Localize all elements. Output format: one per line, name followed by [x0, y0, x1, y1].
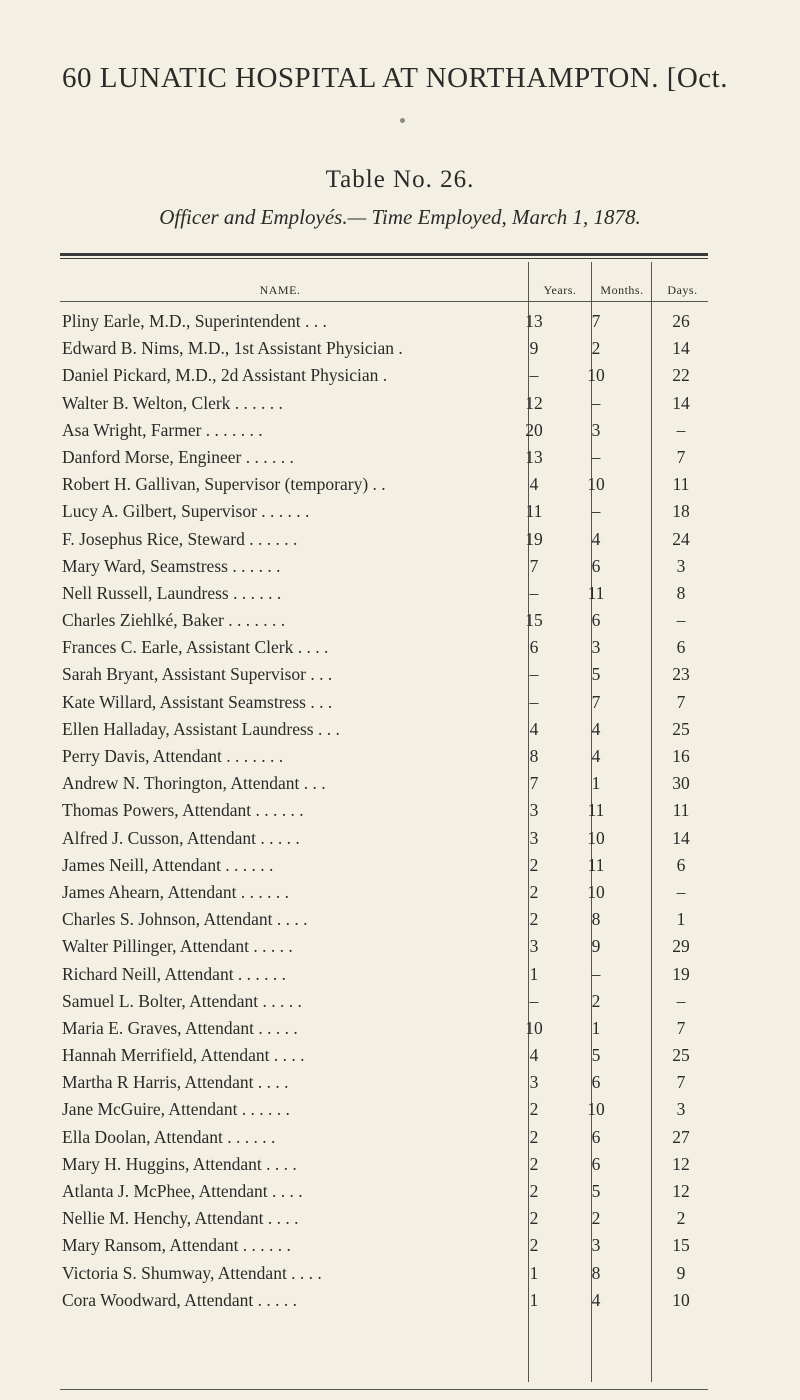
days-cell: 19: [672, 963, 690, 984]
months-cell: –: [591, 501, 601, 522]
employee-name: Thomas Powers, Attendant . . . . . .: [62, 800, 304, 821]
employee-name: Walter B. Welton, Clerk . . . . . .: [62, 392, 283, 413]
years-cell: 3: [529, 827, 539, 848]
months-cell: 7: [591, 311, 601, 331]
months-cell: 11: [587, 800, 605, 821]
months-cell: 4: [591, 746, 601, 766]
years-cell: 11: [525, 501, 543, 522]
employee-name: Daniel Pickard, M.D., 2d Assistant Physician .: [62, 365, 388, 386]
table-row: [0, 878, 800, 905]
table-row: [0, 606, 800, 633]
column-header-days: Days.: [667, 283, 698, 297]
employee-name: Mary Ransom, Attendant . . . . . .: [62, 1235, 291, 1256]
top-rule-thin: [60, 258, 708, 259]
years-cell: 7: [529, 773, 539, 794]
months-cell: 10: [587, 881, 605, 902]
employee-name: Jane McGuire, Attendant . . . . . .: [62, 1099, 290, 1120]
employee-name: Edward B. Nims, M.D., 1st Assistant Physician .: [62, 338, 403, 359]
months-cell: 4: [591, 718, 601, 739]
years-cell: 20: [525, 419, 543, 440]
months-cell: –: [591, 392, 601, 413]
years-cell: 10: [525, 1017, 543, 1038]
employee-name: Martha R Harris, Attendant . . . .: [62, 1072, 289, 1093]
days-cell: 23: [672, 664, 690, 685]
employee-name: Nellie M. Henchy, Attendant . . . .: [62, 1208, 299, 1229]
table-row: [0, 1014, 800, 1041]
column-header-name: NAME.: [259, 283, 301, 297]
months-cell: 10: [587, 365, 605, 386]
years-cell: 7: [529, 555, 539, 576]
employee-name: Ellen Halladay, Assistant Laundress . . .: [62, 718, 340, 739]
table-row: [0, 361, 800, 388]
years-cell: 2: [529, 1208, 539, 1229]
table-row: [0, 1123, 800, 1150]
months-cell: 6: [591, 1072, 601, 1093]
years-cell: 13: [525, 311, 543, 331]
table-row: [0, 389, 800, 416]
months-cell: 2: [591, 1208, 601, 1229]
table-row: [0, 715, 800, 742]
years-cell: 2: [529, 909, 539, 930]
employee-name: James Neill, Attendant . . . . . .: [62, 854, 274, 875]
months-cell: –: [591, 963, 601, 984]
months-cell: 3: [591, 419, 601, 440]
days-cell: 14: [672, 338, 690, 359]
months-cell: 11: [587, 582, 605, 603]
years-cell: 12: [525, 392, 543, 413]
months-cell: 6: [591, 1126, 601, 1147]
days-cell: 14: [672, 827, 690, 848]
table-title: Table No. 26.: [325, 166, 475, 193]
days-cell: 30: [672, 773, 690, 794]
table-row: [0, 1150, 800, 1177]
column-header-years: Years.: [543, 283, 577, 297]
employee-name: Walter Pillinger, Attendant . . . . .: [62, 936, 293, 957]
days-cell: 26: [672, 311, 690, 331]
table-row: [0, 470, 800, 497]
table-row: [0, 824, 800, 851]
employee-name: Hannah Merrifield, Attendant . . . .: [62, 1045, 305, 1066]
years-cell: 1: [529, 1289, 539, 1310]
years-cell: 1: [529, 963, 539, 984]
days-cell: 7: [676, 691, 686, 712]
months-cell: 8: [591, 909, 601, 930]
years-cell: 4: [529, 474, 539, 495]
page-header: 60 LUNATIC HOSPITAL AT NORTHAMPTON. [Oct.: [62, 62, 728, 94]
table-row: [0, 932, 800, 959]
employee-name: Richard Neill, Attendant . . . . . .: [62, 963, 287, 984]
table-row: [0, 769, 800, 796]
months-cell: 2: [591, 338, 601, 359]
employee-name: F. Josephus Rice, Steward . . . . . .: [62, 528, 298, 549]
days-cell: 15: [672, 1235, 690, 1256]
table-row: [0, 1068, 800, 1095]
days-cell: 3: [676, 555, 686, 576]
days-cell: 3: [676, 1099, 686, 1120]
table-subtitle: Officer and Employés.— Time Employed, March 1, 1878.: [159, 205, 641, 229]
table-row: [0, 633, 800, 660]
table-row: [0, 905, 800, 932]
days-cell: 10: [672, 1289, 690, 1310]
years-cell: 2: [529, 881, 539, 902]
table-row: [0, 443, 800, 470]
years-cell: 2: [529, 1235, 539, 1256]
top-rule-thick: [60, 253, 708, 256]
days-cell: –: [676, 881, 686, 902]
days-cell: 25: [672, 718, 690, 739]
employee-name: Asa Wright, Farmer . . . . . . .: [62, 419, 263, 440]
months-cell: 1: [591, 773, 601, 794]
table-row: [0, 497, 800, 524]
employee-name: Maria E. Graves, Attendant . . . . .: [62, 1017, 298, 1038]
employee-name: Andrew N. Thorington, Attendant . . .: [62, 773, 326, 794]
table-row: [0, 742, 800, 769]
months-cell: 10: [587, 827, 605, 848]
employee-name: Ella Doolan, Attendant . . . . . .: [62, 1126, 276, 1147]
years-cell: 2: [529, 1126, 539, 1147]
months-cell: 2: [591, 990, 601, 1011]
table-row: [0, 960, 800, 987]
years-cell: 2: [529, 1153, 539, 1174]
months-cell: 6: [591, 610, 601, 631]
employee-name: Victoria S. Shumway, Attendant . . . .: [62, 1262, 322, 1283]
months-cell: 4: [591, 1289, 601, 1310]
employee-name: James Ahearn, Attendant . . . . . .: [62, 881, 289, 902]
days-cell: 1: [676, 909, 686, 930]
table-row: [0, 525, 800, 552]
table-row: [0, 579, 800, 606]
days-cell: 16: [672, 746, 690, 766]
table-row: [0, 688, 800, 715]
table-row: [0, 851, 800, 878]
days-cell: 11: [672, 800, 690, 821]
months-cell: 11: [587, 854, 605, 875]
years-cell: 9: [529, 338, 539, 359]
years-cell: –: [529, 365, 539, 386]
employee-name: Perry Davis, Attendant . . . . . . .: [62, 746, 284, 766]
months-cell: 10: [587, 1099, 605, 1120]
days-cell: 12: [672, 1153, 690, 1174]
employee-name: Mary H. Huggins, Attendant . . . .: [62, 1153, 297, 1174]
days-cell: –: [676, 419, 686, 440]
days-cell: 9: [676, 1262, 686, 1283]
employee-name: Samuel L. Bolter, Attendant . . . . .: [62, 990, 302, 1011]
employee-name: Charles Ziehlké, Baker . . . . . . .: [62, 610, 286, 631]
employee-name: Lucy A. Gilbert, Supervisor . . . . . .: [62, 501, 310, 522]
days-cell: 7: [676, 1017, 686, 1038]
days-cell: 12: [672, 1181, 690, 1201]
days-cell: 11: [672, 474, 690, 495]
months-cell: 1: [591, 1017, 601, 1038]
months-cell: 6: [591, 1153, 601, 1174]
table-row: [0, 796, 800, 823]
employee-name: Kate Willard, Assistant Seamstress . . .: [62, 691, 333, 712]
months-cell: 4: [591, 528, 601, 549]
months-cell: 9: [591, 936, 601, 957]
table-row: [0, 552, 800, 579]
years-cell: 6: [529, 637, 539, 658]
table-row: [0, 1177, 800, 1204]
years-cell: –: [529, 990, 539, 1011]
years-cell: 8: [529, 746, 539, 766]
header-rule: [60, 301, 708, 302]
days-cell: 24: [672, 528, 690, 549]
days-cell: 7: [676, 1072, 686, 1093]
months-cell: 3: [591, 1235, 601, 1256]
years-cell: 4: [529, 718, 539, 739]
days-cell: 2: [676, 1208, 686, 1229]
employee-name: Nell Russell, Laundress . . . . . .: [62, 582, 282, 603]
table-body: [0, 307, 800, 1313]
months-cell: 10: [587, 474, 605, 495]
table-row: [0, 1259, 800, 1286]
days-cell: 6: [676, 637, 686, 658]
years-cell: 2: [529, 854, 539, 875]
years-cell: 3: [529, 1072, 539, 1093]
months-cell: 6: [591, 555, 601, 576]
table-row: [0, 334, 800, 361]
employee-name: Robert H. Gallivan, Supervisor (temporary) . .: [62, 474, 386, 495]
months-cell: 5: [591, 1045, 601, 1066]
years-cell: 3: [529, 800, 539, 821]
table-row: [0, 307, 800, 334]
years-cell: 3: [529, 936, 539, 957]
table-row: [0, 660, 800, 687]
table-row: [0, 1231, 800, 1258]
months-cell: 5: [591, 664, 601, 685]
employee-name: Pliny Earle, M.D., Superintendent . . .: [62, 311, 327, 331]
table-row: [0, 1095, 800, 1122]
years-cell: 19: [525, 528, 543, 549]
employee-name: Danford Morse, Engineer . . . . . .: [62, 446, 294, 467]
days-cell: 6: [676, 854, 686, 875]
employee-name: Mary Ward, Seamstress . . . . . .: [62, 555, 281, 576]
years-cell: –: [529, 582, 539, 603]
days-cell: 14: [672, 392, 690, 413]
days-cell: 25: [672, 1045, 690, 1066]
years-cell: –: [529, 664, 539, 685]
employee-name: Atlanta J. McPhee, Attendant . . . .: [62, 1181, 303, 1201]
months-cell: 8: [591, 1262, 601, 1283]
months-cell: 5: [591, 1181, 601, 1201]
table-row: [0, 416, 800, 443]
days-cell: 22: [672, 365, 690, 386]
table-row: [0, 987, 800, 1014]
employee-name: Cora Woodward, Attendant . . . . .: [62, 1289, 297, 1310]
years-cell: 13: [525, 446, 543, 467]
days-cell: –: [676, 990, 686, 1011]
table-row: [0, 1041, 800, 1068]
years-cell: 2: [529, 1181, 539, 1201]
months-cell: 7: [591, 691, 601, 712]
days-cell: –: [676, 610, 686, 631]
days-cell: 27: [672, 1126, 690, 1147]
table-row: [0, 1204, 800, 1231]
months-cell: 3: [591, 637, 601, 658]
days-cell: 7: [676, 446, 686, 467]
table-row: [0, 1286, 800, 1313]
ink-dot: [400, 118, 405, 123]
bottom-rule: [60, 1389, 708, 1390]
days-cell: 29: [672, 936, 690, 957]
days-cell: 8: [676, 582, 686, 603]
years-cell: 2: [529, 1099, 539, 1120]
years-cell: –: [529, 691, 539, 712]
years-cell: 4: [529, 1045, 539, 1066]
column-header-months: Months.: [600, 283, 644, 297]
employee-name: Charles S. Johnson, Attendant . . . .: [62, 909, 308, 930]
employee-name: Alfred J. Cusson, Attendant . . . . .: [62, 827, 300, 848]
years-cell: 1: [529, 1262, 539, 1283]
employee-name: Frances C. Earle, Assistant Clerk . . . .: [62, 637, 329, 658]
months-cell: –: [591, 446, 601, 467]
days-cell: 18: [672, 501, 690, 522]
years-cell: 15: [525, 610, 543, 631]
employee-name: Sarah Bryant, Assistant Supervisor . . .: [62, 664, 333, 685]
